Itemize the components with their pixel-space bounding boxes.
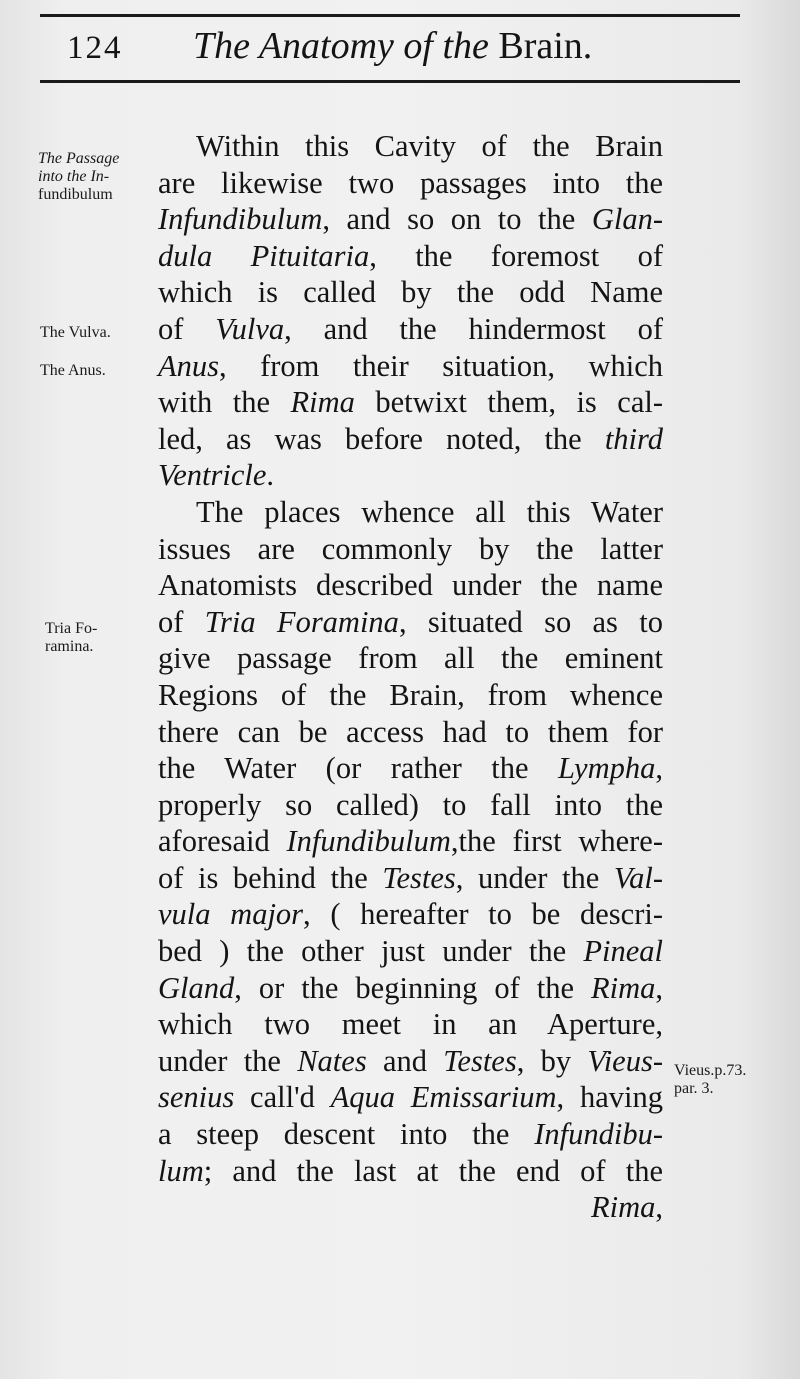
text-run: aforesaid xyxy=(158,824,287,859)
text-line xyxy=(158,604,663,641)
italic-run: Infundibu- xyxy=(534,1117,663,1152)
text-run: ; and the last at the end of the xyxy=(203,1153,663,1188)
text-line xyxy=(158,1153,663,1190)
text-line xyxy=(158,494,663,531)
text-line xyxy=(158,970,663,1007)
running-title-roman: Brain. xyxy=(498,25,593,67)
italic-run: Aqua Emissarium xyxy=(330,1080,557,1115)
page-number: 124 xyxy=(67,30,123,66)
italic-run: Testes xyxy=(443,1043,517,1078)
text-run: , having xyxy=(556,1080,663,1115)
text-run: which is called by the odd Name xyxy=(158,275,663,310)
margin-note-vulva xyxy=(40,324,111,342)
margin-note-tria-foramina xyxy=(45,620,97,656)
margin-note-line: The Vulva. xyxy=(40,324,111,341)
margin-note-passage xyxy=(38,150,119,204)
italic-run: third xyxy=(604,421,663,456)
text-line xyxy=(158,860,663,897)
text-line xyxy=(158,567,663,604)
italic-run: Gland xyxy=(158,970,235,1005)
text-run: Anatomists described under the name xyxy=(158,568,663,603)
text-line xyxy=(158,348,663,385)
text-run: , or the beginning of the xyxy=(234,970,591,1005)
italic-run: Tria Foramina xyxy=(204,604,399,639)
text-run: , by xyxy=(516,1043,588,1078)
italic-run: dula Pituitaria xyxy=(158,238,370,273)
text-run: are likewise two passages into the xyxy=(158,165,663,200)
text-run: betwixt them, is cal- xyxy=(354,385,663,420)
italic-run: Ventricle xyxy=(158,458,267,493)
text-run: , ( hereafter to be descri- xyxy=(303,897,663,932)
margin-note-line: The Anus. xyxy=(40,362,106,379)
text-line xyxy=(158,311,663,348)
text-run: , from their situation, which xyxy=(219,348,663,383)
text-run: The places whence all this Water xyxy=(196,494,663,529)
text-run: which two meet in an Aperture, xyxy=(158,1007,663,1042)
margin-note-vieussens-ref xyxy=(674,1062,746,1098)
italic-run: Vieus- xyxy=(587,1043,663,1078)
text-run: a steep descent into the xyxy=(158,1117,535,1152)
italic-run: Glan- xyxy=(591,202,663,237)
header-rule-bottom xyxy=(40,80,740,83)
text-line xyxy=(158,1079,663,1116)
text-line xyxy=(158,896,663,933)
text-run: , xyxy=(655,751,663,786)
text-line xyxy=(158,165,663,202)
text-run: , and so on to the xyxy=(322,202,592,237)
margin-note-line: Tria Fo- xyxy=(45,620,98,637)
text-line xyxy=(158,531,663,568)
text-line xyxy=(158,238,663,275)
text-run: , the foremost of xyxy=(369,238,663,273)
text-run: , under the xyxy=(455,860,614,895)
text-line xyxy=(158,457,663,494)
italic-run: Rima xyxy=(290,385,355,420)
italic-run: Anus xyxy=(158,348,219,383)
text-run: of xyxy=(158,311,216,346)
margin-note-line: fundibulum xyxy=(38,186,113,203)
running-title xyxy=(193,24,592,68)
body-text xyxy=(158,128,663,1226)
italic-run: Vulva xyxy=(215,311,285,346)
margin-note-line: Vieus.p.73. xyxy=(674,1062,747,1079)
text-run: call'd xyxy=(234,1080,331,1115)
text-line xyxy=(158,1189,663,1226)
running-header xyxy=(55,22,735,74)
text-line xyxy=(158,933,663,970)
text-run: the Water (or rather the xyxy=(158,751,558,786)
header-rule-top xyxy=(40,14,740,17)
text-line xyxy=(158,421,663,458)
text-line xyxy=(158,787,663,824)
text-run: , and the hindermost of xyxy=(284,311,663,346)
italic-run: vula major xyxy=(158,897,304,932)
margin-note-line: The Passage xyxy=(38,150,120,167)
italic-run: Infundibulum xyxy=(158,202,323,237)
text-run: with the xyxy=(158,385,291,420)
italic-run: Rima xyxy=(590,1190,656,1225)
text-run: of xyxy=(158,604,205,639)
italic-run: senius xyxy=(158,1080,235,1115)
italic-run: Pineal xyxy=(583,934,663,969)
text-line xyxy=(158,823,663,860)
margin-note-line: ramina. xyxy=(45,638,94,655)
italic-run: Rima xyxy=(590,970,656,1005)
text-run: , xyxy=(655,1190,663,1225)
text-run: give passage from all the eminent xyxy=(158,641,663,676)
italic-run: Lympha xyxy=(558,751,656,786)
running-title-italic: The Anatomy of the xyxy=(193,25,489,67)
text-run: , situated so as to xyxy=(398,604,663,639)
text-line xyxy=(158,1116,663,1153)
text-run: . xyxy=(266,458,275,493)
text-line xyxy=(158,677,663,714)
text-line xyxy=(158,714,663,751)
margin-note-line: into the In- xyxy=(38,168,110,185)
text-run: of is behind the xyxy=(158,860,383,895)
text-line xyxy=(158,1006,663,1043)
text-run: issues are commonly by the latter xyxy=(158,531,663,566)
text-run: there can be access had to them for xyxy=(158,714,663,749)
italic-run: lum xyxy=(158,1153,204,1188)
margin-note-anus xyxy=(40,362,106,380)
text-run: under the xyxy=(158,1043,298,1078)
text-run: , xyxy=(655,970,663,1005)
text-line xyxy=(158,201,663,238)
text-run: Within this Cavity of the Brain xyxy=(196,129,663,163)
text-run: bed ) the other just under the xyxy=(158,934,584,969)
text-line xyxy=(158,750,663,787)
italic-run: Nates xyxy=(297,1043,367,1078)
italic-run: Val- xyxy=(613,860,663,895)
italic-run: Testes xyxy=(382,860,456,895)
text-line xyxy=(158,640,663,677)
text-run: ,the first where- xyxy=(450,824,663,859)
margin-note-line: par. 3. xyxy=(674,1080,714,1097)
text-line xyxy=(158,274,663,311)
text-run: properly so called) to fall into the xyxy=(158,787,663,822)
text-line xyxy=(158,128,663,165)
text-run: led, as was before noted, the xyxy=(158,421,605,456)
text-run: and xyxy=(366,1043,444,1078)
text-run: Regions of the Brain, from whence xyxy=(158,677,663,712)
italic-run: Infundibulum xyxy=(286,824,451,859)
text-line xyxy=(158,1043,663,1080)
text-line xyxy=(158,384,663,421)
